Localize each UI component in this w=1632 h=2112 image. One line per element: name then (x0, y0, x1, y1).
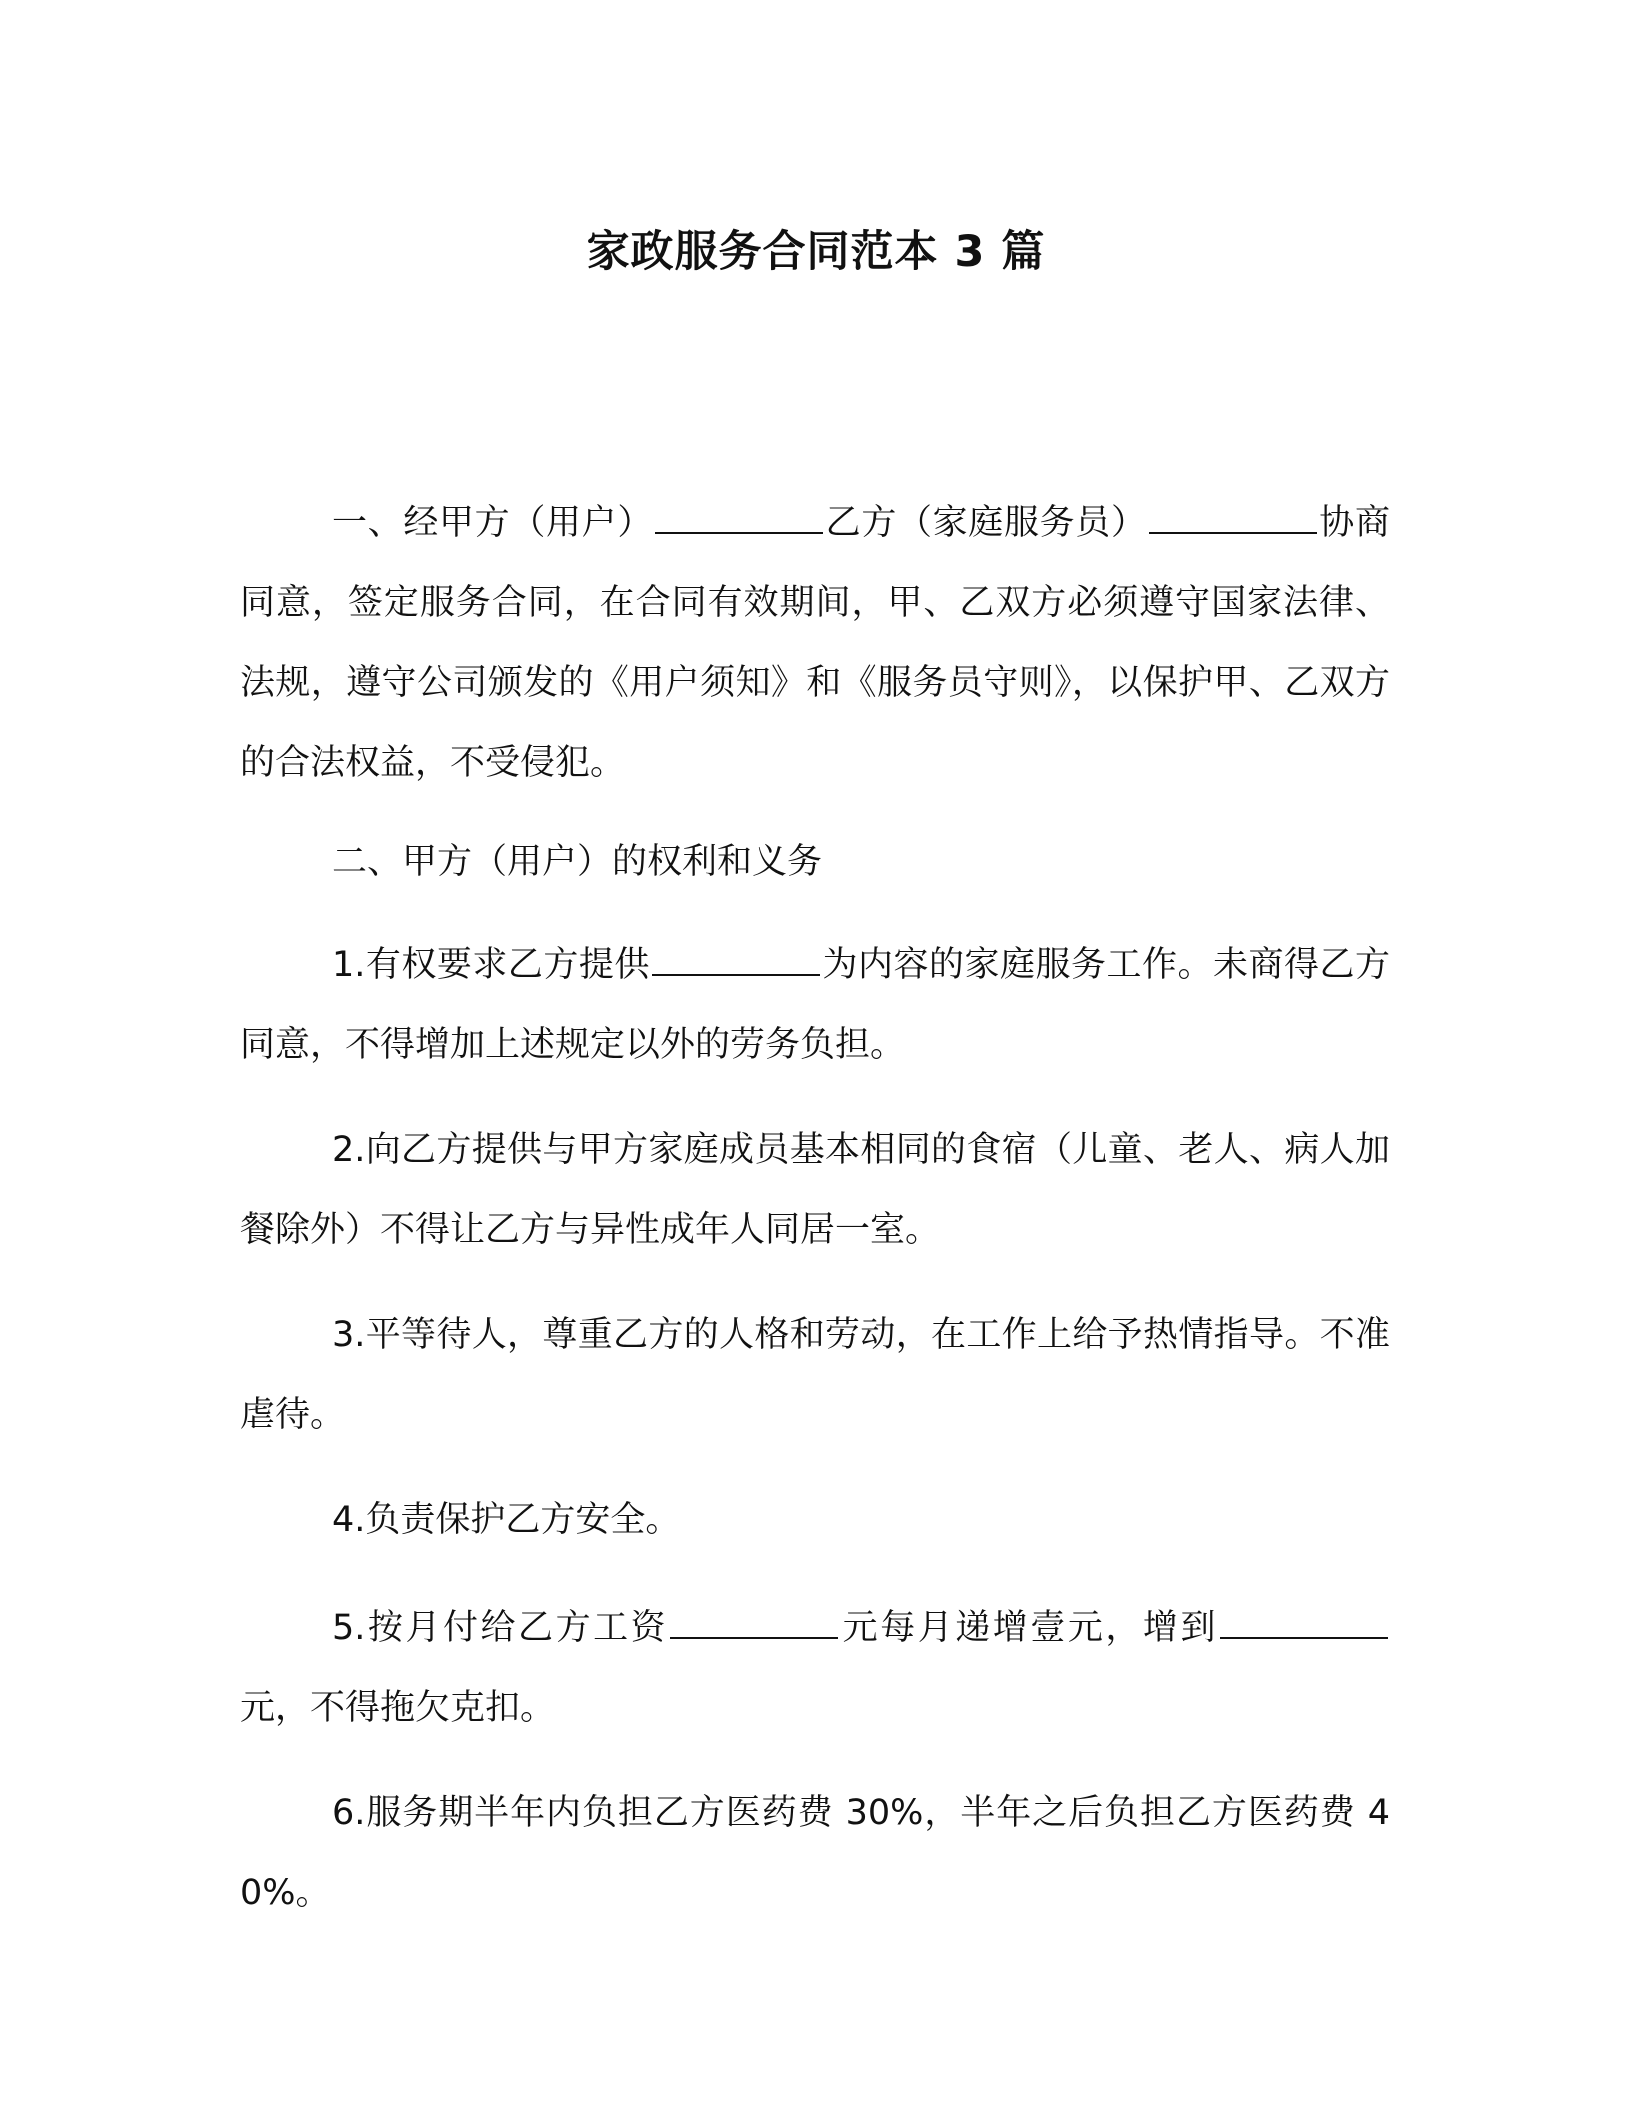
document-title: 家政服务合同范本 3 篇 (586, 227, 1046, 277)
item-2-paragraph: 2.向乙方提供与甲方家庭成员基本相同的食宿（儿童、老人、病人加餐除外）不得让乙方与异性成年人同居一室。 (240, 1130, 1390, 1250)
blank-party-a (655, 531, 823, 534)
section-1-paragraph (240, 483, 1390, 803)
blank-wage-cap (1220, 1636, 1388, 1639)
item-1-paragraph (240, 925, 1390, 1085)
item-5-paragraph (240, 1588, 1390, 1748)
item-1-text-a: 1.有权要求乙方提供 (332, 945, 650, 985)
item-6-paragraph: 6.服务期半年内负担乙方医药费 30%，半年之后负担乙方医药费 40%。 (240, 1793, 1390, 1913)
blank-party-b (1149, 531, 1317, 534)
section-1-text-c: 协商同意，签定服务合同，在合同有效期间，甲、乙双方必须遵守国家法律、法规，遵守公司颁发的《用户须知》和《服务员守则》，以保护甲、乙双方的合法权益，不受侵犯。 (240, 503, 1390, 783)
item-1-text-b: 为内容的家庭服务工作。未商得乙方同意，不得增加上述规定以外的劳务负担。 (240, 945, 1390, 1065)
blank-service-content (652, 973, 820, 976)
section-2-heading: 二、甲方（用户）的权利和义务 (332, 842, 823, 882)
item-3-paragraph: 3.平等待人，尊重乙方的人格和劳动，在工作上给予热情指导。不准虐待。 (240, 1315, 1390, 1435)
item-4-paragraph: 4.负责保护乙方安全。 (332, 1500, 681, 1540)
section-1-text-b: 乙方（家庭服务员） (824, 503, 1147, 543)
item-5-text-c: 元，不得拖欠克扣。 (240, 1688, 556, 1728)
section-1-text-a: 一、经甲方（用户） (332, 503, 653, 543)
item-5-text-a: 5.按月付给乙方工资 (332, 1608, 669, 1648)
blank-wage (670, 1636, 838, 1639)
item-5-text-b: 元每月递增壹元，增到 (840, 1608, 1218, 1648)
